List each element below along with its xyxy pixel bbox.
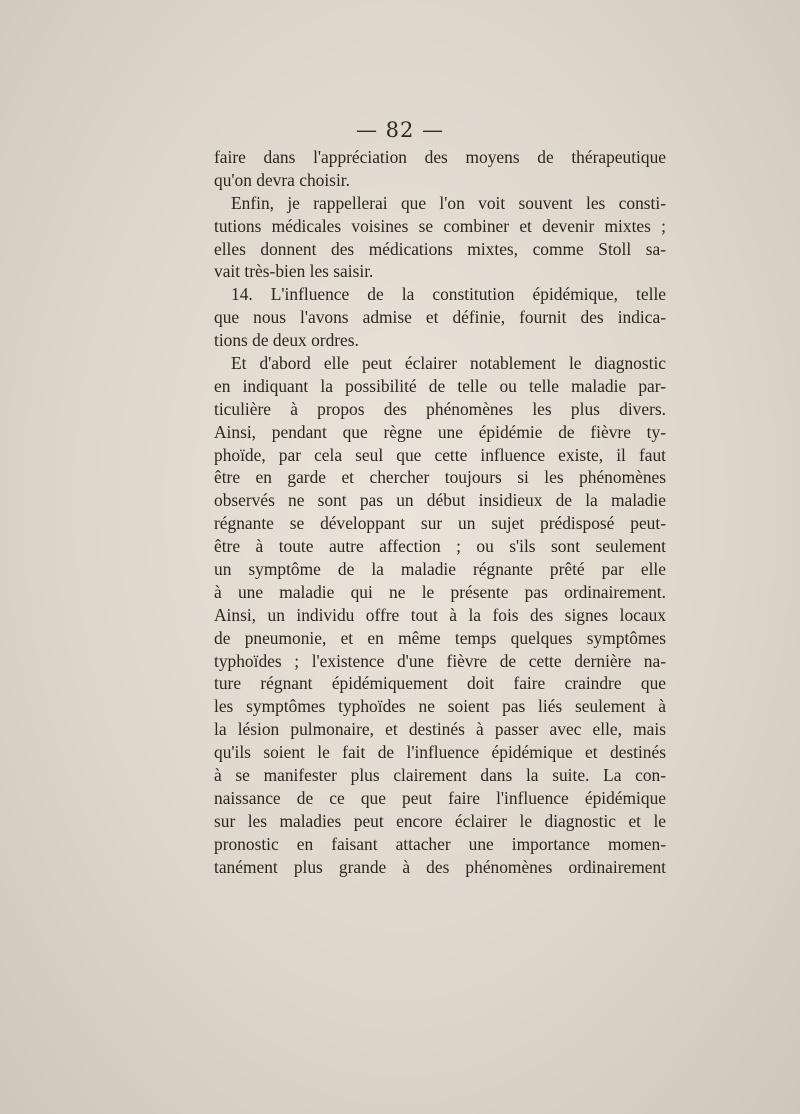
text-line: en indiquant la possibilité de telle ou telle maladie par- (214, 375, 666, 396)
text-line: naissance de ce que peut faire l'influence épidémique (214, 787, 666, 808)
text-line: de pneumonie, et en même temps quelques symptômes (214, 627, 666, 648)
text-line: elles donnent des médications mixtes, comme Stoll sa- (214, 238, 666, 259)
text-line: la lésion pulmonaire, et destinés à passer avec elle, mais (214, 719, 666, 740)
text-line: faire dans l'appréciation des moyens de thérapeutique (214, 147, 666, 167)
text-line: tutions médicales voisines se combiner et devenir mixtes ; (214, 215, 666, 236)
text-line: les symptômes typhoïdes ne soient pas liés seulement à (214, 696, 666, 717)
text-line: Ainsi, pendant que règne une épidémie de fièvre ty- (214, 421, 666, 442)
text-line: vait très-bien les saisir. (214, 261, 374, 282)
text-line: régnante se développant sur un sujet prédisposé peut- (214, 513, 666, 534)
body-text (214, 146, 666, 879)
text-line: être à toute autre affection ; ou s'ils sont seulement (214, 536, 666, 557)
text-line: que nous l'avons admise et définie, fournit des indica- (214, 307, 666, 328)
text-line: ture régnant épidémiquement doit faire craindre que (214, 673, 666, 694)
text-line: ticulière à propos des phénomènes les plus divers. (214, 398, 666, 419)
text-line: tions de deux ordres. (214, 330, 359, 351)
text-line: Et d'abord elle peut éclairer notablement le diagnostic (231, 353, 666, 374)
text-line: Ainsi, un individu offre tout à la fois des signes locaux (214, 604, 666, 625)
text-line: à se manifester plus clairement dans la suite. La con- (214, 765, 666, 786)
text-line: un symptôme de la maladie régnante prêté par elle (214, 559, 666, 580)
text-line: tanément plus grande à des phénomènes ordinairement (214, 856, 666, 877)
text-line: Enfin, je rappellerai que l'on voit souvent les consti- (231, 192, 666, 213)
page-number: — 82 — (355, 118, 445, 142)
text-line: observés ne sont pas un début insidieux de la maladie (214, 490, 666, 511)
text-line: phoïde, par cela seul que cette influence existe, il faut (214, 444, 666, 465)
text-line: à une maladie qui ne le présente pas ordinairement. (214, 581, 666, 602)
text-line: qu'on devra choisir. (214, 169, 350, 190)
text-line: être en garde et chercher toujours si les phénomènes (214, 467, 666, 488)
text-line: 14. L'influence de la constitution épidémique, telle (231, 284, 666, 305)
text-line: pronostic en faisant attacher une importance momen- (214, 833, 666, 854)
text-line: qu'ils soient le fait de l'influence épidémique et destinés (214, 742, 666, 763)
text-line: typhoïdes ; l'existence d'une fièvre de cette dernière na- (214, 650, 666, 671)
text-line: sur les maladies peut encore éclairer le diagnostic et le (214, 810, 666, 831)
